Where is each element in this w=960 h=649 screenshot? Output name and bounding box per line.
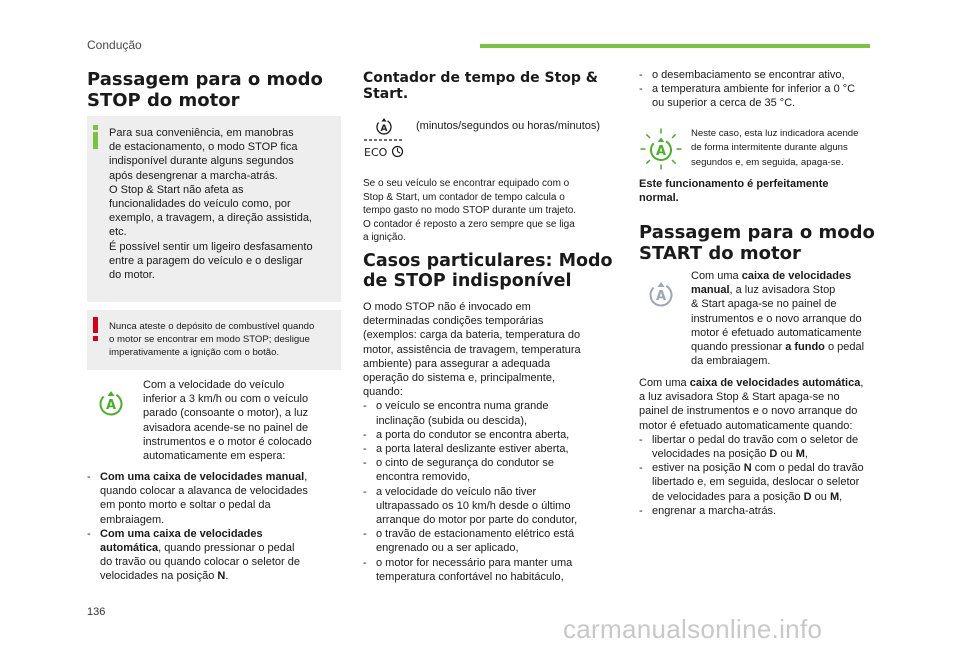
counter-units: (minutos/segundos ou horas/minutos) [416,120,601,132]
flashing-indicator-text: Neste caso, esta luz indicadora acende de forma intermitente durante alguns segundos e, em seguida, apaga-se. [691,128,859,168]
manual-gearbox-text: Com uma caixa de velocidades manual, a luz avisadora Stop & Start apaga-se no painel de instrumentos e o novo arranque do motor é efetuado automaticamente quando pressionar a fundo o pedal da embraiagem. [691,270,865,368]
start-mode-title: Passagem para o modo START do motor [639,222,875,264]
list-item: - o motor for necessário para manter uma temperatura confortável no habitáculo, [363,556,573,583]
svg-text:A: A [105,398,117,413]
list-item: - a temperatura ambiente for inferior a 0 °C ou superior a cerca de 35 °C. [639,83,856,110]
list-item: - o veículo se encontra numa grande inclinação (subida ou descida), [363,400,549,427]
list-item: - a porta lateral deslizante estiver aberta, [363,443,569,456]
counter-description: Se o seu veículo se encontrar equipado com o Stop & Start, um contador de tempo calcula o tempo gasto no modo STOP durante um trajeto. O contador é reposto a zero sempre que se liga a ignição. [363,178,577,244]
stop-mode-title: Passagem para o modo STOP do motor [87,69,323,111]
warning-text: Nunca ateste o depósito de combustível quando o motor se encontrar em modo STOP; desligue imperativamente a ignição com o botão. [109,321,315,358]
list-item: - libertar o pedal do travão com o seletor de velocidades na posição D ou M, [639,433,859,461]
normal-operation-note: Este funcionamento é perfeitamente normal. [639,178,829,205]
section-accent-bar [480,44,870,48]
svg-text:A: A [655,144,667,159]
list-item: - Com uma caixa de velocidades automática, quando pressionar o pedal do travão ou quando colocar o seletor de velocidades na posição N. [87,527,300,583]
list-item: - estiver na posição N com o pedal do travão libertado e, em seguida, deslocar o seletor de velocidades para a posição D ou M, [639,462,864,503]
section-header: Condução [87,38,142,52]
page-number: 136 [87,606,106,618]
info-icon [89,125,103,149]
special-cases-text: O modo STOP não é invocado em determinadas condições temporárias (exemplos: carga da bateria, temperatura do motor, assistência de travagem, temperatura ambiente) para assegurar a adequada operação do sistema e, principalmente, quando: - o veículo se encontra numa grande inclinação (subida ou descida), - a porta do condutor se encontra aberta, - a porta lateral deslizante estiver aberta, - o cinto de segurança do condutor se encontra removido, - a velocidade do veículo não tiver ultrapassado os 10 km/h desde o último arranque do motor por parte do condutor, - o travão de estacionamento elétrico está engrenado ou a ser aplicado, - o motor for necessário para manter uma temperatura confortável no habitáculo, [363,300,628,584]
list-item: - a velocidade do veículo não tiver ultrapassado os 10 km/h desde o último arranque do motor por parte do condutor, [363,485,578,527]
counter-title: Contador de tempo de Stop & Start. [363,70,598,102]
watermark: carmanualsonline.info [563,614,823,644]
svg-text:A: A [380,124,388,134]
svg-text:ECO: ECO [364,146,388,159]
stop-start-indicator-off-icon [646,279,676,309]
list-item: - o travão de estacionamento elétrico está engrenado ou a ser aplicado, [363,528,575,555]
warning-exclamation-icon [89,317,103,341]
list-item: - a porta do condutor se encontra aberta, [363,428,570,441]
list-item: - o cinto de segurança do condutor se encontra removido, [363,457,554,484]
stop-start-indicator-flashing-icon [640,128,682,170]
stop-start-indicator-on-icon [96,388,126,418]
info-text: Para sua conveniência, em manobras de estacionamento, o modo STOP fica indisponível durante alguns segundos após desengrenar a marcha-atrás. O Stop & Start não afeta as funcionalidades do veículo como, por exemplo, a travagem, a direção assistida, etc. É possível sentir um ligeiro desfasamento entre a paragem do veículo e o desligar do motor. [109,127,313,282]
special-cases-title: Casos particulares: Modo de STOP indisponível [363,251,613,291]
eco-timer-icon [362,116,406,164]
list-item: - engrenar a marcha-atrás. [639,504,777,517]
list-item: - o desembaciamento se encontrar ativo, [639,69,845,81]
more-conditions-list [639,68,889,111]
list-item: - Com uma caixa de velocidades manual, quando colocar a alavanca de velocidades em ponto morto e soltar o pedal da embraiagem. [87,471,308,526]
indicator-text: Com a velocidade do veículo inferior a 3 km/h ou com o veículo parado (consoante o motor), a luz avisadora acende-se no painel de instrumentos e o motor é colocado automaticamente em espera: [143,379,312,463]
automatic-gearbox-text: Com uma caixa de velocidades automática, a luz avisadora Stop & Start apaga-se no painel de instrumentos e o novo arranque do motor é efetuado automaticamente quando: - libertar o pedal do travão com o seletor de velocidades na posição D ou M, - estiver na posição N com o pedal do travão libertado e, em seguida, deslocar o seletor de velocidades para a posição D ou M, - engrenar a marcha-atrás. [639,376,894,518]
svg-text:A: A [655,289,667,304]
stop-conditions-list [87,470,347,584]
